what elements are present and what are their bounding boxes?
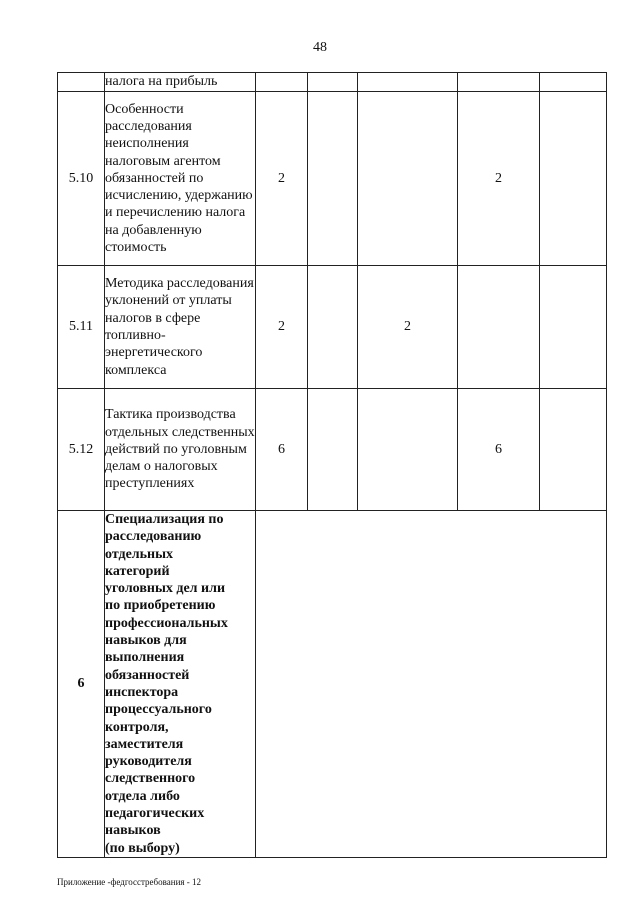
section-merged-cell xyxy=(256,511,607,858)
section-title-line: обязанностей xyxy=(105,667,190,683)
hours-cell xyxy=(308,92,358,266)
row-topic: Методика расследования уклонений от уплаты налогов в сфере топливно-энергетического комплекса xyxy=(105,266,256,389)
section-title-line: педагогических xyxy=(105,806,205,822)
hours-cell xyxy=(358,73,458,92)
section-title-line: навыков для xyxy=(105,633,187,649)
hours-cell xyxy=(540,92,607,266)
hours-cell xyxy=(540,266,607,389)
row-topic: Особенности расследования неисполнения налоговым агентом обязанностей по исчислению, удержанию и перечислению налога на добавленную стоимость xyxy=(105,92,256,266)
section-title-line: Специализация по xyxy=(105,512,224,527)
section-title-line: контроля, xyxy=(105,719,169,735)
hours-cell: 2 xyxy=(358,266,458,389)
hours-cell xyxy=(308,389,358,511)
hours-cell: 6 xyxy=(458,389,540,511)
row-number: 5.12 xyxy=(58,389,105,511)
row-number: 5.11 xyxy=(58,266,105,389)
hours-cell xyxy=(256,73,308,92)
hours-cell: 2 xyxy=(256,92,308,266)
hours-cell: 2 xyxy=(458,92,540,266)
hours-cell xyxy=(308,73,358,92)
hours-cell xyxy=(358,389,458,511)
section-title-line: процессуального xyxy=(105,702,212,718)
table-row xyxy=(58,389,607,511)
hours-cell xyxy=(308,266,358,389)
section-title-line: отдела либо xyxy=(105,788,180,804)
section-title-line: выполнения xyxy=(105,650,185,666)
section-title-line: следственного xyxy=(105,771,196,787)
row-number: 5.10 xyxy=(58,92,105,266)
section-title xyxy=(105,511,256,858)
table-row xyxy=(58,73,607,92)
row-number xyxy=(58,73,105,92)
hours-cell xyxy=(358,92,458,266)
hours-cell xyxy=(540,389,607,511)
footer-note: Приложение -федгосстребования - 12 xyxy=(57,877,202,887)
section-title-line: руководителя xyxy=(105,754,192,770)
row-topic: Тактика производства отдельных следственных действий по уголовным делам о налоговых преступлениях xyxy=(105,389,256,511)
hours-cell xyxy=(458,266,540,389)
section-number: 6 xyxy=(58,511,105,858)
hours-cell: 6 xyxy=(256,389,308,511)
section-title-line: инспектора xyxy=(105,684,179,700)
curriculum-table xyxy=(57,72,607,858)
hours-cell xyxy=(540,73,607,92)
section-row xyxy=(58,511,607,858)
section-title-line: по приобретению xyxy=(105,598,216,614)
page-number: 48 xyxy=(313,40,327,55)
hours-cell xyxy=(458,73,540,92)
section-title-line: (по выбору) xyxy=(105,840,180,856)
section-title-line: навыков xyxy=(105,823,161,839)
table-row xyxy=(58,92,607,266)
section-title-line: отдельных xyxy=(105,546,174,562)
hours-cell: 2 xyxy=(256,266,308,389)
section-title-line: профессиональных xyxy=(105,615,228,631)
section-title-line: уголовных дел или xyxy=(105,581,226,597)
section-title-line: заместителя xyxy=(105,736,184,752)
section-title-line: расследованию xyxy=(105,529,202,545)
section-title-line: категорий xyxy=(105,563,170,579)
table-row xyxy=(58,266,607,389)
row-topic: налога на прибыль xyxy=(105,73,256,92)
